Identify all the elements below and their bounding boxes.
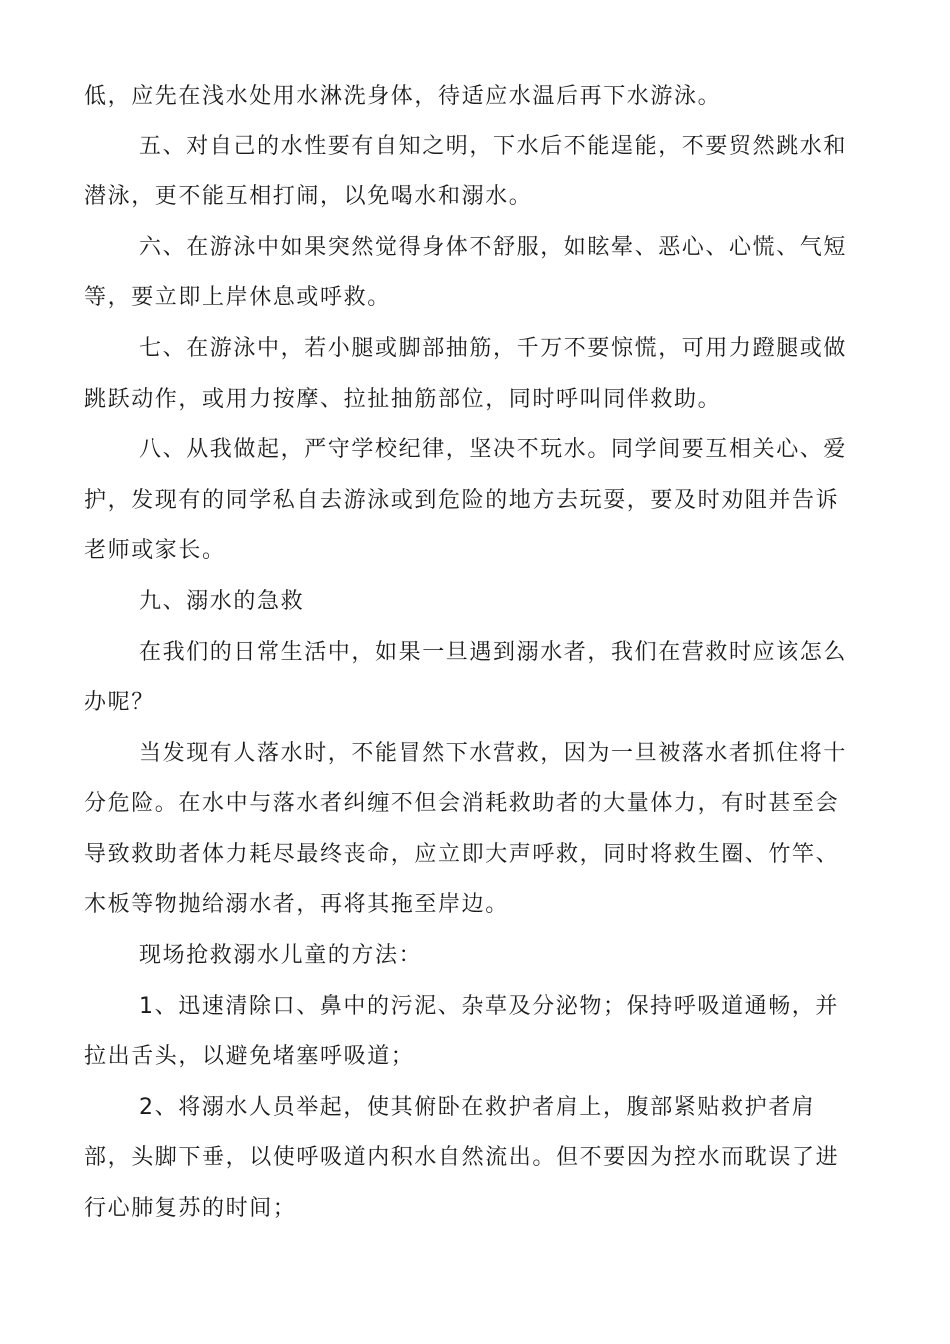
text-line: 导致救助者体力耗尽最终丧命，应立即大声呼救，同时将救生圈、竹竿、 <box>84 842 840 867</box>
text-line: 低，应先在浅水处用水淋洗身体，待适应水温后再下水游泳。 <box>84 84 722 109</box>
text-line: 七、在游泳中，若小腿或脚部抽筋，千万不要惊慌，可用力蹬腿或做 <box>139 336 848 361</box>
text-line: 在我们的日常生活中，如果一旦遇到溺水者，我们在营救时应该怎么 <box>139 640 848 665</box>
text-line: 当发现有人落水时，不能冒然下水营救，因为一旦被落水者抓住将十 <box>139 741 848 766</box>
text-line: 潜泳，更不能互相打闹，以免喝水和溺水。 <box>84 184 533 209</box>
text-line: 行心肺复苏的时间； <box>84 1196 297 1221</box>
text-line: 等，要立即上岸休息或呼救。 <box>84 285 391 310</box>
text-line: 六、在游泳中如果突然觉得身体不舒服，如眩晕、恶心、心慌、气短 <box>139 235 848 260</box>
text-line: 跳跃动作，或用力按摩、拉扯抽筋部位，同时呼叫同伴救助。 <box>84 387 722 412</box>
text-line: 办呢？ <box>84 690 155 715</box>
text-line: 护，发现有的同学私自去游泳或到危险的地方去玩耍，要及时劝阻并告诉 <box>84 488 840 513</box>
text-line: 分危险。在水中与落水者纠缠不但会消耗救助者的大量体力，有时甚至会 <box>84 791 840 816</box>
section-heading: 九、溺水的急救 <box>139 589 305 614</box>
text-line: 拉出舌头，以避免堵塞呼吸道； <box>84 1044 415 1069</box>
text-line: 现场抢救溺水儿童的方法： <box>139 943 423 968</box>
text-line: 八、从我做起，严守学校纪律，坚决不玩水。同学间要互相关心、爱 <box>139 437 848 462</box>
text-line: 五、对自己的水性要有自知之明，下水后不能逞能，不要贸然跳水和 <box>139 134 848 159</box>
list-item: 1、迅速清除口、鼻中的污泥、杂草及分泌物；保持呼吸道通畅，并 <box>139 994 839 1019</box>
text-line: 木板等物抛给溺水者，再将其拖至岸边。 <box>84 892 509 917</box>
list-item: 2、将溺水人员举起，使其俯卧在救护者肩上，腹部紧贴救护者肩 <box>139 1095 816 1120</box>
text-line: 老师或家长。 <box>84 538 226 563</box>
text-line: 部，头脚下垂，以使呼吸道内积水自然流出。但不要因为控水而耽误了进 <box>84 1145 840 1170</box>
